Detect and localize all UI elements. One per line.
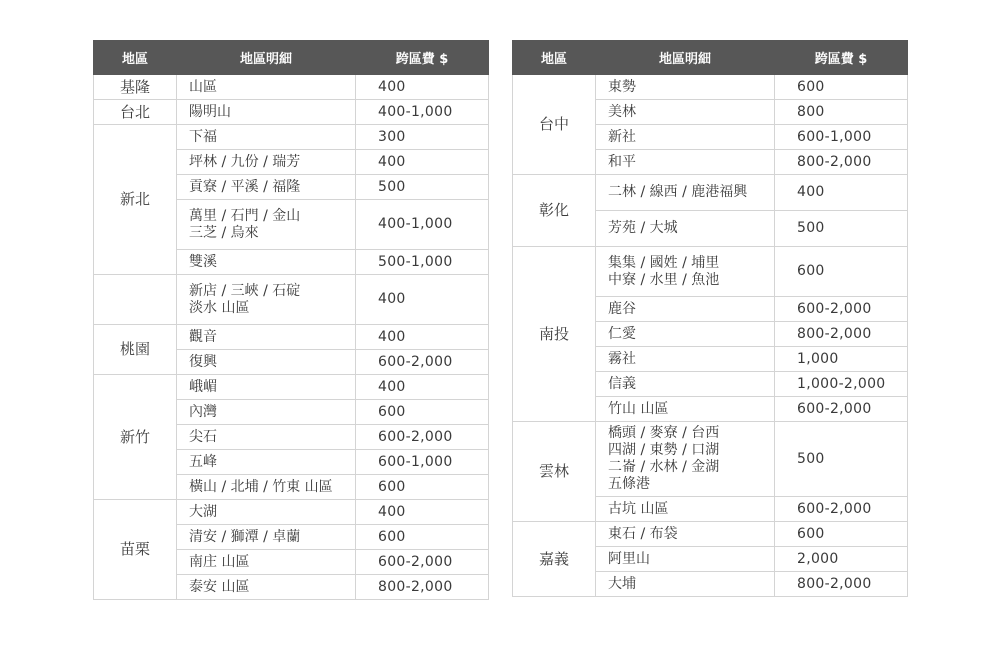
table-row [513, 522, 908, 547]
detail-cell: 橫山 / 北埔 / 竹東 山區 [177, 475, 356, 500]
region-cell: 嘉義 [513, 522, 596, 597]
detail-cell: 新店 / 三峽 / 石碇 淡水 山區 [177, 275, 356, 325]
table-row [94, 325, 489, 350]
table-row [513, 422, 908, 497]
fee-cell: 400 [356, 150, 489, 175]
table-header-row [94, 41, 489, 75]
detail-cell: 觀音 [177, 325, 356, 350]
table-row [94, 125, 489, 150]
detail-cell: 橋頭 / 麥寮 / 台西 四湖 / 東勢 / 口湖 二崙 / 水林 / 金湖 五條港 [596, 422, 775, 497]
fee-table-right [512, 40, 908, 597]
fee-cell: 800-2,000 [775, 150, 908, 175]
table-row [94, 275, 489, 325]
header-fee: 跨區費 $ [775, 41, 908, 75]
detail-cell: 鹿谷 [596, 297, 775, 322]
fee-cell: 400 [356, 275, 489, 325]
fee-table-left [93, 40, 489, 600]
detail-cell: 仁愛 [596, 322, 775, 347]
region-cell [94, 275, 177, 325]
detail-cell: 東勢 [596, 75, 775, 100]
fee-cell: 600 [356, 400, 489, 425]
fee-cell: 600 [775, 247, 908, 297]
detail-cell: 二林 / 線西 / 鹿港福興 [596, 175, 775, 211]
fee-cell: 400 [356, 325, 489, 350]
detail-cell: 新社 [596, 125, 775, 150]
detail-cell: 峨嵋 [177, 375, 356, 400]
fee-cell: 600-2,000 [775, 497, 908, 522]
fee-cell: 600 [775, 522, 908, 547]
fee-cell: 600-2,000 [356, 550, 489, 575]
fee-cell: 500 [775, 211, 908, 247]
detail-cell: 雙溪 [177, 250, 356, 275]
detail-cell: 東石 / 布袋 [596, 522, 775, 547]
region-cell: 雲林 [513, 422, 596, 522]
fee-cell: 600 [356, 525, 489, 550]
fee-cell: 600-1,000 [356, 450, 489, 475]
fee-cell: 500 [775, 422, 908, 497]
detail-cell: 南庄 山區 [177, 550, 356, 575]
fee-cell: 800-2,000 [775, 572, 908, 597]
detail-cell: 大湖 [177, 500, 356, 525]
region-cell: 桃園 [94, 325, 177, 375]
detail-cell: 陽明山 [177, 100, 356, 125]
header-region: 地區 [513, 41, 596, 75]
region-cell: 台中 [513, 75, 596, 175]
fee-cell: 600 [356, 475, 489, 500]
table-row [94, 75, 489, 100]
table-row [94, 100, 489, 125]
fee-cell: 600 [775, 75, 908, 100]
detail-cell: 尖石 [177, 425, 356, 450]
table-row [513, 75, 908, 100]
detail-cell: 坪林 / 九份 / 瑞芳 [177, 150, 356, 175]
table-row [94, 375, 489, 400]
table-header-row [513, 41, 908, 75]
region-cell: 苗栗 [94, 500, 177, 600]
table-row [513, 247, 908, 297]
table-row [513, 175, 908, 211]
region-cell: 新北 [94, 125, 177, 275]
fee-cell: 800-2,000 [775, 322, 908, 347]
detail-cell: 集集 / 國姓 / 埔里 中寮 / 水里 / 魚池 [596, 247, 775, 297]
header-region: 地區 [94, 41, 177, 75]
fee-cell: 400 [356, 375, 489, 400]
detail-cell: 泰安 山區 [177, 575, 356, 600]
fee-cell: 2,000 [775, 547, 908, 572]
detail-cell: 復興 [177, 350, 356, 375]
fee-cell: 400 [775, 175, 908, 211]
region-cell: 基隆 [94, 75, 177, 100]
detail-cell: 信義 [596, 372, 775, 397]
header-fee: 跨區費 $ [356, 41, 489, 75]
region-cell: 新竹 [94, 375, 177, 500]
header-detail: 地區明細 [177, 41, 356, 75]
header-detail: 地區明細 [596, 41, 775, 75]
fee-cell: 800-2,000 [356, 575, 489, 600]
fee-cell: 500 [356, 175, 489, 200]
detail-cell: 萬里 / 石門 / 金山 三芝 / 烏來 [177, 200, 356, 250]
detail-cell: 下福 [177, 125, 356, 150]
fee-cell: 300 [356, 125, 489, 150]
fee-cell: 600-1,000 [775, 125, 908, 150]
fee-cell: 1,000-2,000 [775, 372, 908, 397]
fee-cell: 1,000 [775, 347, 908, 372]
fee-cell: 600-2,000 [356, 350, 489, 375]
fee-cell: 400-1,000 [356, 200, 489, 250]
fee-cell: 400-1,000 [356, 100, 489, 125]
detail-cell: 阿里山 [596, 547, 775, 572]
detail-cell: 貢寮 / 平溪 / 福隆 [177, 175, 356, 200]
detail-cell: 清安 / 獅潭 / 卓蘭 [177, 525, 356, 550]
detail-cell: 竹山 山區 [596, 397, 775, 422]
detail-cell: 古坑 山區 [596, 497, 775, 522]
region-cell: 彰化 [513, 175, 596, 247]
detail-cell: 和平 [596, 150, 775, 175]
fee-cell: 400 [356, 75, 489, 100]
detail-cell: 霧社 [596, 347, 775, 372]
detail-cell: 美林 [596, 100, 775, 125]
region-cell: 台北 [94, 100, 177, 125]
region-cell: 南投 [513, 247, 596, 422]
fee-cell: 800 [775, 100, 908, 125]
fee-cell: 600-2,000 [356, 425, 489, 450]
fee-cell: 500-1,000 [356, 250, 489, 275]
fee-cell: 600-2,000 [775, 397, 908, 422]
fee-cell: 400 [356, 500, 489, 525]
detail-cell: 山區 [177, 75, 356, 100]
table-row [94, 500, 489, 525]
detail-cell: 五峰 [177, 450, 356, 475]
detail-cell: 大埔 [596, 572, 775, 597]
fee-cell: 600-2,000 [775, 297, 908, 322]
detail-cell: 芳苑 / 大城 [596, 211, 775, 247]
detail-cell: 內灣 [177, 400, 356, 425]
